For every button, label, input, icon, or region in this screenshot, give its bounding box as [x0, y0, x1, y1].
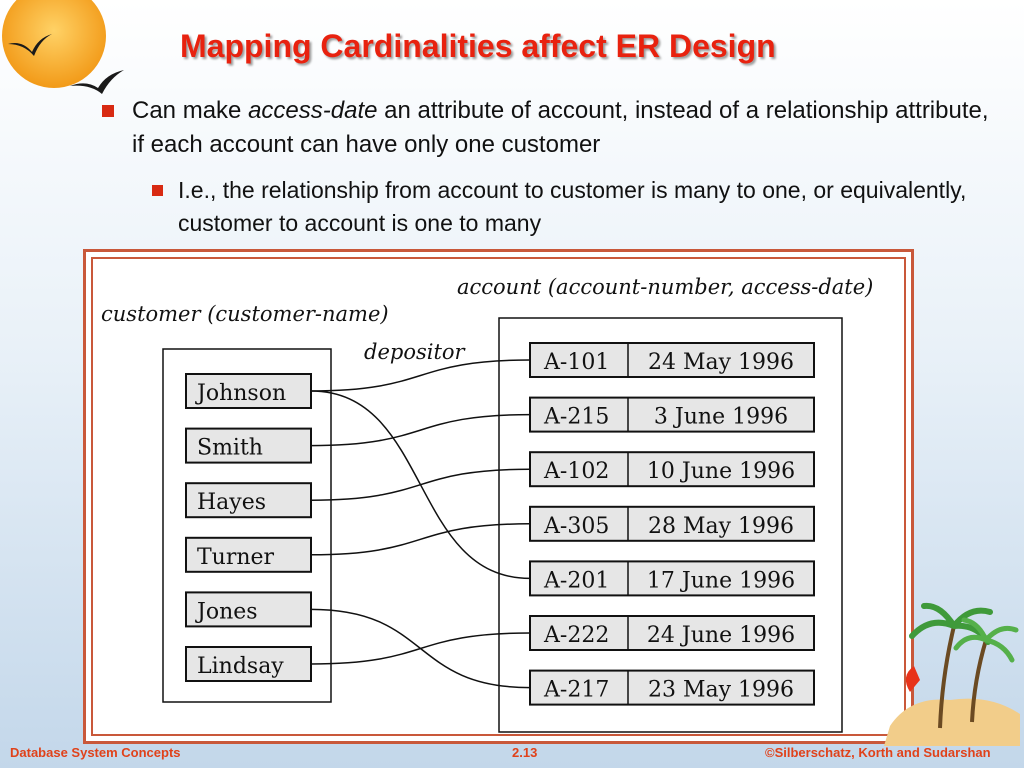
depositor-link: [311, 360, 530, 391]
customer-name: Smith: [197, 435, 263, 461]
bullet-square-icon: [102, 105, 114, 117]
depositor-link: [311, 633, 530, 664]
bullet-sub: [178, 174, 998, 240]
footer-copyright: ©Silberschatz, Korth and Sudarshan: [765, 745, 991, 760]
account-date: 28 May 1996: [647, 513, 795, 539]
footer-page-number: 2.13: [512, 745, 538, 760]
customer-entity-label: customer (customer-name): [101, 302, 389, 326]
page-title: Mapping Cardinalities affect ER Design: [180, 28, 776, 64]
bullet-square-icon: [152, 185, 163, 196]
account-number: A-222: [544, 623, 610, 648]
account-date: 24 June 1996: [646, 623, 796, 648]
bullet-main-suffix: an attribute of account, instead of a relationship attribute, if each account can have only one customer: [132, 97, 989, 158]
account-number: A-201: [544, 568, 610, 594]
bullet-main: [132, 94, 992, 162]
account-date: 10 June 1996: [646, 459, 796, 485]
bullet-main-emphasis: access-date: [248, 97, 378, 124]
customer-name: Hayes: [197, 490, 267, 516]
account-date: 17 June 1996: [646, 568, 796, 594]
depositor-link: [311, 469, 530, 500]
account-number: A-101: [544, 350, 610, 375]
relationship-label: depositor: [364, 340, 465, 364]
account-number: A-102: [544, 459, 610, 485]
account-number: A-305: [544, 513, 610, 539]
customer-name: Johnson: [197, 381, 287, 406]
customer-name: Lindsay: [197, 654, 284, 679]
account-date: 23 May 1996: [647, 677, 795, 703]
account-entity-label: account (account-number, access-date): [457, 275, 874, 299]
depositor-link: [311, 524, 530, 555]
account-number: A-215: [544, 404, 610, 430]
account-number: A-217: [544, 677, 610, 703]
palm-island-icon: [880, 596, 1024, 746]
depositor-link: [311, 415, 530, 446]
diagram-frame: [83, 249, 914, 744]
er-diagram: [86, 252, 911, 741]
sun-logo-icon: [0, 0, 130, 100]
bullet-sub-text: I.e., the relationship from account to customer is many to one, or equivalently, customer to account is one to many: [178, 177, 967, 236]
bullet-main-prefix: Can make: [132, 97, 249, 124]
customer-name: Turner: [197, 544, 275, 570]
account-date: 24 May 1996: [647, 350, 795, 375]
footer-left: Database System Concepts: [10, 745, 181, 760]
customer-name: Jones: [197, 599, 258, 625]
account-date: 3 June 1996: [653, 404, 789, 430]
